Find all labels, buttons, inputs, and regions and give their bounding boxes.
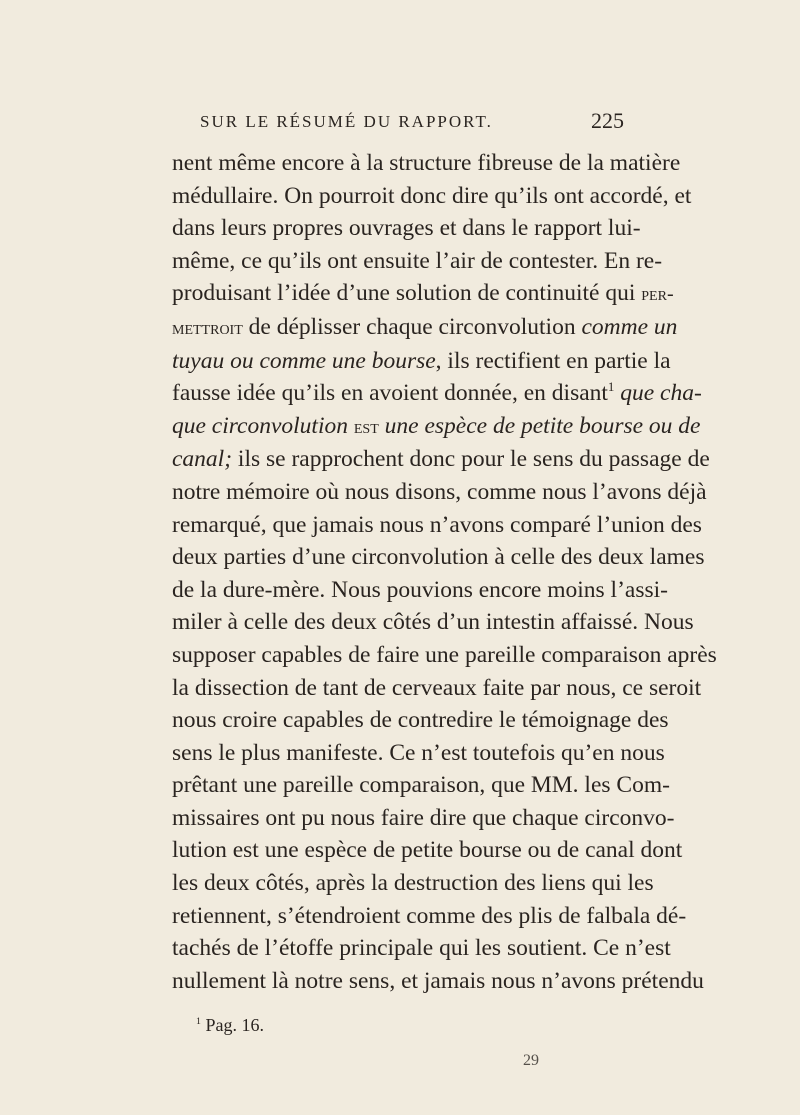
text-line: notre mémoire où nous disons, comme nous l’avons déjà	[172, 478, 707, 505]
text-line: dans leurs propres ouvrages et dans le rapport lui-	[172, 215, 641, 242]
text-run: , ils rectifient en partie la	[435, 347, 671, 374]
text-line	[172, 277, 674, 311]
italic-run: tuyau ou comme une bourse	[172, 347, 436, 374]
text-line: lution est une espèce de petite bourse ou de canal dont	[172, 837, 683, 864]
text-line: tachés de l’étoffe principale qui les soutient. Ce n’est	[172, 935, 671, 962]
page-number: 225	[591, 108, 624, 133]
italic-run: canal;	[172, 446, 233, 473]
text-line	[172, 410, 701, 444]
text-line	[172, 443, 710, 476]
footnote-reference: 1	[607, 379, 615, 395]
footnote-marker: 1	[196, 1016, 201, 1027]
italic-run: comme un	[581, 313, 678, 340]
text-line: nullement là notre sens, et jamais nous n’avons prétendu	[172, 967, 704, 994]
italic-run: une espèce de petite bourse ou de	[384, 412, 701, 439]
text-run: de déplisser chaque circonvolution	[248, 313, 576, 340]
text-line: médullaire. On pourroit donc dire qu’ils ont accordé, et	[172, 182, 692, 209]
text-line: la dissection de tant de cerveaux faite par nous, ce seroit	[172, 674, 702, 701]
signature-mark: 29	[523, 1052, 539, 1069]
italic-run: que circonvolution	[172, 412, 348, 439]
text-line: les deux côtés, après la destruction des liens qui les	[172, 870, 654, 897]
text-line: nent même encore à la structure fibreuse de la matière	[172, 150, 681, 176]
body-text	[172, 147, 717, 997]
small-caps-run: per-	[641, 283, 674, 306]
small-caps-run: est	[353, 415, 379, 438]
text-line: de la dure-mère. Nous pouvions encore moins l’assi-	[172, 576, 668, 603]
text-line	[172, 377, 702, 410]
text-line: remarqué, que jamais nous n’avons comparé l’union des	[172, 511, 702, 538]
text-line: prêtant une pareille comparaison, que MM. les Com-	[172, 772, 670, 799]
text-line: retiennent, s’étendroient comme des plis de falbala dé-	[172, 902, 687, 929]
text-line: deux parties d’une circonvolution à celle des deux lames	[172, 544, 705, 571]
text-line: supposer capables de faire une pareille comparaison après	[172, 641, 717, 668]
text-run: produisant l’idée d’une solution de continuité qui	[172, 280, 636, 307]
text-line: sens le plus manifeste. Ce n’est toutefois qu’en nous	[172, 739, 665, 766]
running-header: SUR LE RÉSUMÉ DU RAPPORT.	[200, 112, 493, 131]
text-line: miler à celle des deux côtés d’un intestin affaissé. Nous	[172, 609, 694, 636]
text-run: fausse idée qu’ils en avoient donnée, en disant	[172, 380, 608, 407]
text-line	[172, 311, 678, 345]
text-run: ils se rapprochent donc pour le sens du passage de	[237, 446, 710, 473]
italic-run: que cha-	[620, 380, 702, 407]
text-line: missaires ont pu nous faire dire que chaque circonvo-	[172, 804, 675, 831]
small-caps-run: mettroit	[172, 316, 243, 339]
text-line: nous croire capables de contredire le témoignage des	[172, 707, 669, 734]
text-line: même, ce qu’ils ont ensuite l’air de contester. En re-	[172, 247, 663, 274]
text-line	[172, 345, 671, 378]
footnote-text: Pag. 16.	[205, 1015, 264, 1035]
footnote	[196, 1015, 264, 1036]
